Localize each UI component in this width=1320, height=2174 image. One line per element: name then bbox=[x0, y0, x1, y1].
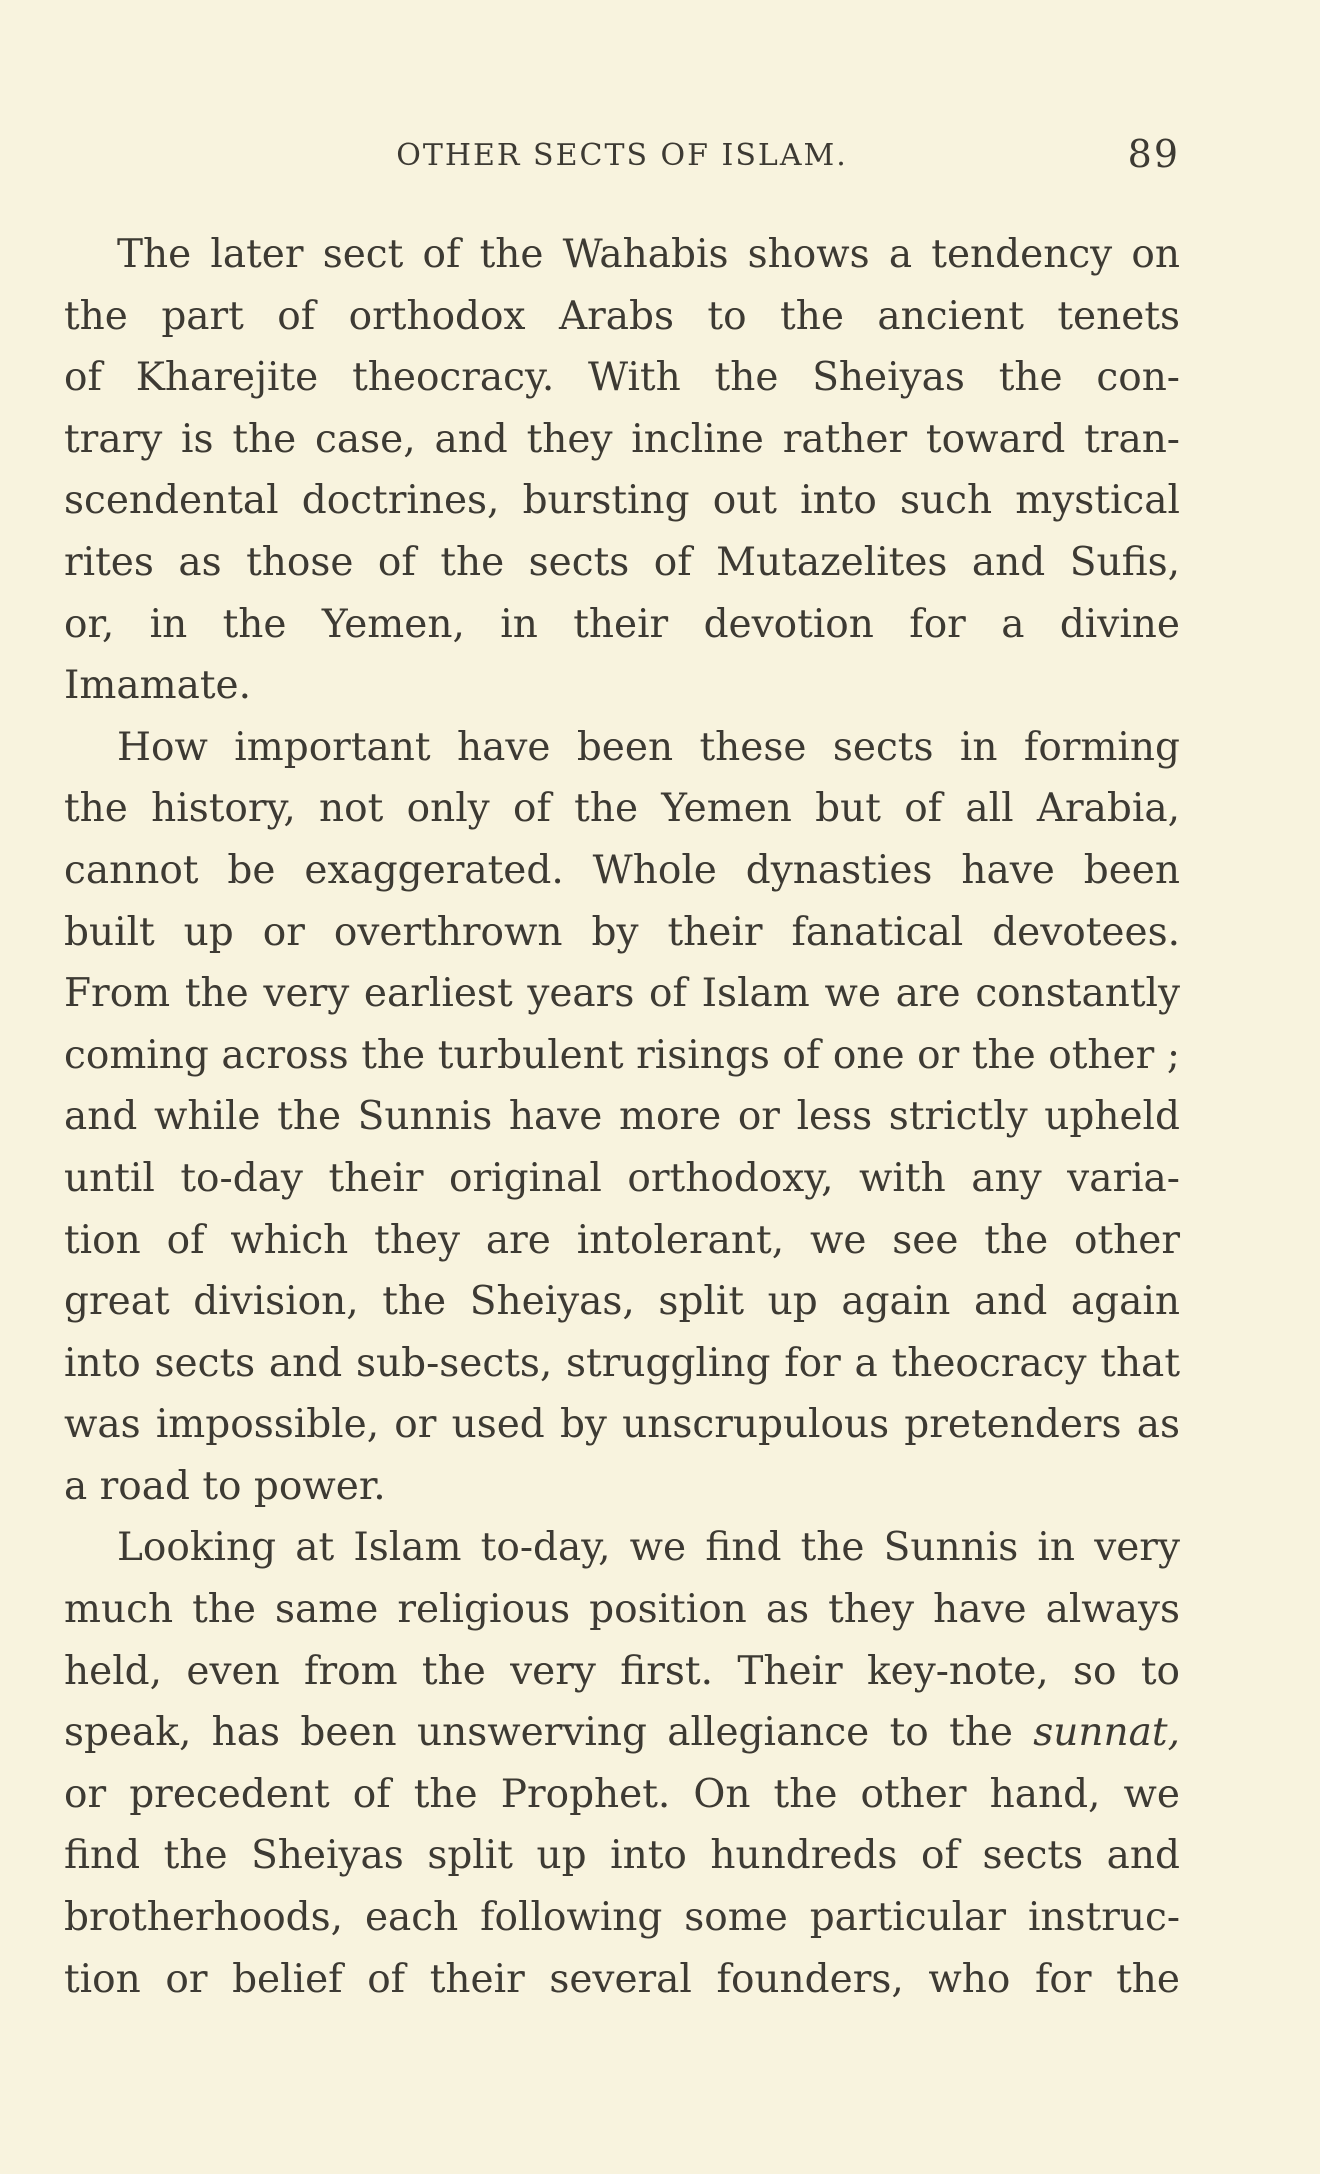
text-line: The later sect of the Wahabis shows a tendency on bbox=[117, 232, 1180, 277]
text-line: or, in the Yemen, in their devotion for a divine bbox=[64, 601, 1180, 647]
text-line: cannot be exaggerated. Whole dynasties have been bbox=[64, 847, 1180, 893]
text-line: From the very earliest years of Islam we are constantly bbox=[64, 971, 1180, 1017]
text-line: built up or overthrown by their fanatical devotees. bbox=[64, 909, 1180, 955]
text-line: and while the Sunnis have more or less strictly upheld bbox=[64, 1094, 1180, 1140]
text-line: the history, not only of the Yemen but of all Arabia, bbox=[64, 786, 1180, 832]
text-line: of Kharejite theocracy. With the Sheiyas the con- bbox=[64, 355, 1180, 401]
paragraph-2 bbox=[64, 717, 1180, 1518]
text-line: scendental doctrines, bursting out into such mystical bbox=[64, 478, 1180, 524]
italic-term-sunnat: sunnat, bbox=[1033, 1710, 1180, 1756]
text-line: until to-day their original orthodoxy, with any varia- bbox=[64, 1155, 1180, 1201]
text-fragment: speak, has been unswerving allegiance to the bbox=[64, 1710, 1034, 1756]
text-line: Looking at Islam to-day, we find the Sunnis in very bbox=[117, 1525, 1180, 1571]
running-title: OTHER SECTS OF ISLAM. bbox=[396, 138, 848, 173]
text-line: tion or belief of their several founders, who for the bbox=[64, 1956, 1180, 2002]
text-line: into sects and sub-sects, struggling for a theocracy that bbox=[64, 1340, 1180, 1386]
text-line: great division, the Sheiyas, split up again and again bbox=[64, 1279, 1180, 1325]
text-line: was impossible, or used by unscrupulous pretenders as bbox=[64, 1402, 1180, 1448]
text-line: the part of orthodox Arabs to the ancient tenets bbox=[64, 293, 1180, 339]
text-line-with-italic bbox=[64, 1702, 1180, 1764]
text-line: held, even from the very first. Their key-note, so to bbox=[64, 1648, 1180, 1694]
text-line: rites as those of the sects of Mutazelites and Sufis, bbox=[64, 539, 1180, 585]
text-line: a road to power. bbox=[64, 1463, 386, 1509]
body-text bbox=[64, 224, 1180, 2010]
paragraph-1 bbox=[64, 224, 1180, 717]
paragraph-3 bbox=[64, 1517, 1180, 2010]
text-line: coming across the turbulent risings of one or the other ; bbox=[64, 1032, 1180, 1078]
text-line: tion of which they are intolerant, we see the other bbox=[64, 1217, 1180, 1263]
text-line: Imamate. bbox=[64, 663, 252, 709]
page-number: 89 bbox=[1127, 132, 1180, 176]
text-line: brotherhoods, each following some particular instruc- bbox=[64, 1895, 1180, 1941]
text-line: much the same religious position as they have always bbox=[64, 1587, 1180, 1633]
running-head bbox=[64, 132, 1180, 182]
text-line: or precedent of the Prophet. On the other hand, we bbox=[64, 1771, 1180, 1817]
text-line: trary is the case, and they incline rather toward tran- bbox=[64, 416, 1180, 462]
text-line: How important have been these sects in forming bbox=[117, 724, 1180, 770]
text-line: find the Sheiyas split up into hundreds of sects and bbox=[64, 1833, 1180, 1879]
